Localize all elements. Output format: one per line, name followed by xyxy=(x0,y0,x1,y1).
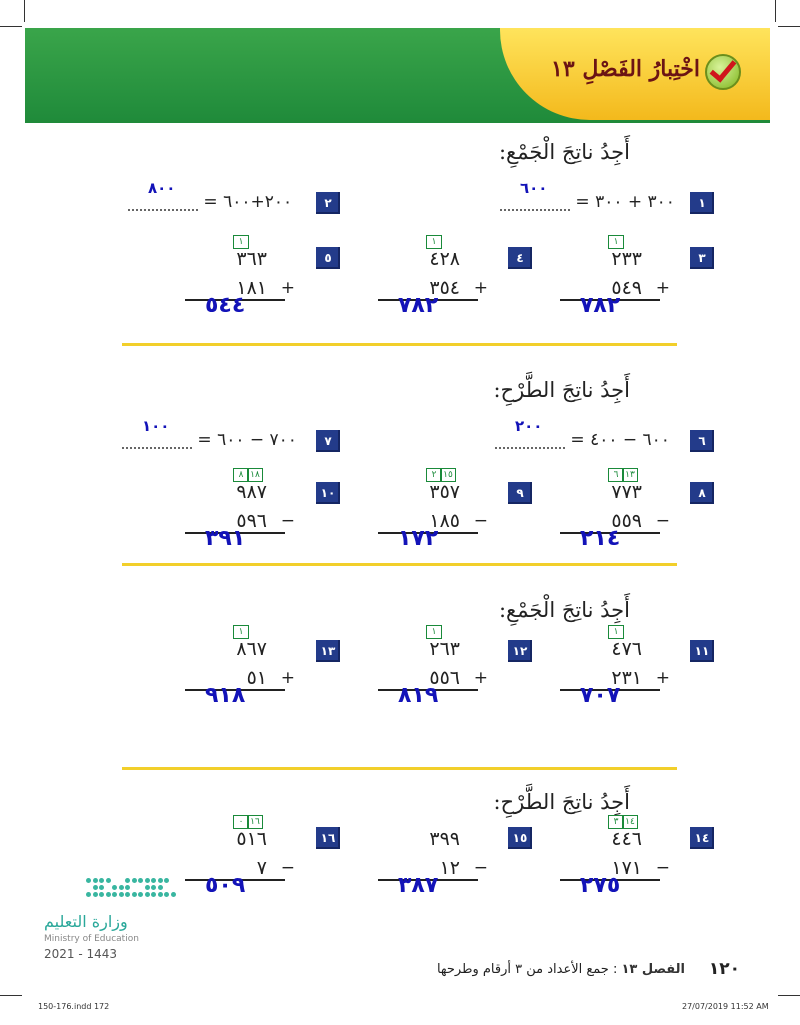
file-name: 150-176.indd 172 xyxy=(38,1002,110,1011)
operator: − xyxy=(473,858,488,878)
logo-dot xyxy=(93,885,98,890)
section-heading: أَجِدُ ناتِجَ الطَّرْحِ: xyxy=(493,378,630,402)
horizontal-problem xyxy=(500,179,675,212)
logo-dot xyxy=(119,892,124,897)
vertical-problem xyxy=(560,625,670,710)
section-divider xyxy=(122,767,677,770)
problem-number-badge: ٣ xyxy=(690,247,714,269)
problem-number-badge: ١٦ xyxy=(316,827,340,849)
bottom-number: ٧ xyxy=(256,857,267,879)
crop-mark xyxy=(778,995,800,996)
top-number: ٨٦٧ xyxy=(236,638,267,660)
section-heading: أَجِدُ ناتِجَ الْجَمْعِ: xyxy=(498,140,630,164)
logo-dot xyxy=(138,878,143,883)
logo-dot xyxy=(164,878,169,883)
regroup-box: ١ xyxy=(426,625,442,639)
expression: ٣٠٠ + ٣٠٠ = xyxy=(575,192,675,212)
bottom-number: ٥٥٩ xyxy=(611,510,642,532)
bottom-number: ١٨١ xyxy=(236,277,267,299)
bottom-number: ٥٤٩ xyxy=(611,277,642,299)
logo-dot xyxy=(132,878,137,883)
problem-number-badge: ١٠ xyxy=(316,482,340,504)
answer[interactable]: ١٧٢ xyxy=(398,526,439,551)
problem-number-badge: ١٥ xyxy=(508,827,532,849)
answer[interactable]: ٨١٩ xyxy=(398,683,439,708)
expression: ٢٠٠+٦٠٠ = xyxy=(203,192,293,212)
vertical-problem xyxy=(560,468,670,553)
logo-dot xyxy=(151,892,156,897)
ministry-name-en: Ministry of Education xyxy=(44,934,139,944)
logo-dot xyxy=(151,885,156,890)
vertical-problem xyxy=(378,815,488,900)
answer-line[interactable] xyxy=(500,179,570,211)
vertical-problem xyxy=(378,235,488,320)
operator: − xyxy=(280,858,295,878)
vertical-problem xyxy=(185,625,295,710)
bottom-number: ٥٥٦ xyxy=(429,667,460,689)
top-number: ٣٦٣ xyxy=(236,248,267,270)
answer-line[interactable] xyxy=(122,417,192,449)
bottom-number: ١٧١ xyxy=(611,857,642,879)
problem-number-badge: ٢ xyxy=(316,192,340,214)
logo-dot xyxy=(125,885,130,890)
top-number: ٤٢٨ xyxy=(429,248,460,270)
logo-dot xyxy=(151,878,156,883)
ministry-name-ar: وزارة التعليم xyxy=(44,912,128,931)
operator: − xyxy=(280,511,295,531)
answer-line[interactable] xyxy=(495,417,565,449)
horizontal-problem xyxy=(122,417,297,450)
bottom-number: ٣٥٤ xyxy=(429,277,460,299)
logo-dot xyxy=(145,878,150,883)
top-number: ٢٦٣ xyxy=(429,638,460,660)
logo-dot xyxy=(93,892,98,897)
regroup-box: ١٥ xyxy=(440,468,456,482)
chapter-label: الفصل ١٣ xyxy=(621,962,685,977)
answer: ١٠٠ xyxy=(142,417,170,435)
answer[interactable]: ٥٤٤ xyxy=(205,293,246,318)
top-number: ٥١٦ xyxy=(236,828,267,850)
logo-dot xyxy=(164,892,169,897)
logo-dot xyxy=(158,885,163,890)
operator: − xyxy=(473,511,488,531)
operator: − xyxy=(655,511,670,531)
answer[interactable]: ٢١٤ xyxy=(580,526,621,551)
logo-dot xyxy=(112,892,117,897)
top-number: ٢٣٣ xyxy=(611,248,642,270)
vertical-problem xyxy=(378,625,488,710)
page-title: اخْتِبارُ الفَصْلِ ١٣ xyxy=(551,56,700,82)
edition-year: 2021 - 1443 xyxy=(44,947,118,961)
vertical-problem xyxy=(378,468,488,553)
answer[interactable]: ٣٨٧ xyxy=(398,873,439,898)
checkmark-icon xyxy=(705,54,741,90)
logo-dot xyxy=(112,885,117,890)
regroup-box: ١ xyxy=(608,625,624,639)
crop-mark xyxy=(0,26,22,27)
regroup-box: ١ xyxy=(233,625,249,639)
section-heading: أَجِدُ ناتِجَ الطَّرْحِ: xyxy=(493,790,630,814)
regroup-box: ١٨ xyxy=(247,468,263,482)
logo-dot xyxy=(99,885,104,890)
logo-dot xyxy=(145,885,150,890)
operator: + xyxy=(280,278,295,298)
regroup-box: ١٣ xyxy=(622,468,638,482)
bottom-number: ١٢ xyxy=(439,857,460,879)
answer[interactable]: ٧٠٧ xyxy=(580,683,621,708)
logo-dot xyxy=(132,892,137,897)
answer[interactable]: ٧٨٢ xyxy=(580,293,621,318)
answer: ٨٠٠ xyxy=(148,179,176,197)
logo-dot xyxy=(106,892,111,897)
operator: + xyxy=(473,278,488,298)
problem-number-badge: ١٤ xyxy=(690,827,714,849)
expression: ٧٠٠ − ٦٠٠ = xyxy=(197,430,297,450)
problem-number-badge: ١٢ xyxy=(508,640,532,662)
operator: + xyxy=(655,668,670,688)
answer[interactable]: ٣٩١ xyxy=(205,526,246,551)
regroup-box: ٠ xyxy=(233,815,249,829)
answer: ٢٠٠ xyxy=(515,417,543,435)
expression: ٦٠٠ − ٤٠٠ = xyxy=(570,430,670,450)
operator: + xyxy=(280,668,295,688)
problem-number-badge: ٦ xyxy=(690,430,714,452)
regroup-box: ١ xyxy=(233,235,249,249)
logo-dot xyxy=(145,892,150,897)
logo-dot xyxy=(125,878,130,883)
problem-number-badge: ٤ xyxy=(508,247,532,269)
operator: − xyxy=(655,858,670,878)
regroup-box: ٦ xyxy=(608,468,624,482)
vertical-problem xyxy=(185,815,295,900)
logo-dot xyxy=(86,878,91,883)
crop-mark xyxy=(24,0,25,22)
logo-dot xyxy=(171,892,176,897)
logo-dot xyxy=(125,892,130,897)
problem-number-badge: ١١ xyxy=(690,640,714,662)
logo-dot xyxy=(106,878,111,883)
regroup-box: ١٦ xyxy=(247,815,263,829)
top-number: ٣٥٧ xyxy=(429,481,460,503)
logo-dot xyxy=(138,892,143,897)
bottom-number: ٥١ xyxy=(246,667,267,689)
problem-number-badge: ١ xyxy=(690,192,714,214)
operator: + xyxy=(655,278,670,298)
logo-dot xyxy=(99,892,104,897)
bottom-number: ٢٣١ xyxy=(611,667,642,689)
logo-dot xyxy=(99,878,104,883)
problem-number-badge: ١٣ xyxy=(316,640,340,662)
problem-number-badge: ٧ xyxy=(316,430,340,452)
answer-line[interactable] xyxy=(128,179,198,211)
logo-dot xyxy=(158,892,163,897)
top-number: ٤٤٦ xyxy=(611,828,642,850)
vertical-problem xyxy=(185,235,295,320)
answer[interactable]: ٢٧٥ xyxy=(580,873,621,898)
crop-mark xyxy=(775,0,776,22)
top-number: ٩٨٧ xyxy=(236,481,267,503)
vertical-problem xyxy=(185,468,295,553)
section-divider xyxy=(122,343,677,346)
section-heading: أَجِدُ ناتِجَ الْجَمْعِ: xyxy=(498,598,630,622)
regroup-box: ٨ xyxy=(233,468,249,482)
vertical-problem xyxy=(560,815,670,900)
answer[interactable]: ٩١٨ xyxy=(205,683,246,708)
regroup-box: ٣ xyxy=(608,815,624,829)
chapter-footer xyxy=(437,962,685,977)
logo-dot xyxy=(86,892,91,897)
logo-dot xyxy=(93,878,98,883)
problem-number-badge: ٩ xyxy=(508,482,532,504)
answer[interactable]: ٧٨٢ xyxy=(398,293,439,318)
regroup-box: ١٤ xyxy=(622,815,638,829)
horizontal-problem xyxy=(128,179,293,212)
vertical-problem xyxy=(560,235,670,320)
answer[interactable]: ٥٠٩ xyxy=(205,873,246,898)
logo-dot xyxy=(119,885,124,890)
bottom-number: ٥٩٦ xyxy=(236,510,267,532)
top-number: ٣٩٩ xyxy=(429,828,460,850)
crop-mark xyxy=(0,995,22,996)
page-number: ١٢٠ xyxy=(708,959,740,979)
regroup-box: ٢ xyxy=(426,468,442,482)
problem-number-badge: ٨ xyxy=(690,482,714,504)
bottom-number: ١٨٥ xyxy=(429,510,460,532)
operator: + xyxy=(473,668,488,688)
print-timestamp: 27/07/2019 11:52 AM xyxy=(682,1002,769,1011)
horizontal-problem xyxy=(495,417,670,450)
regroup-box: ١ xyxy=(608,235,624,249)
problem-number-badge: ٥ xyxy=(316,247,340,269)
crop-mark xyxy=(778,26,800,27)
top-number: ٤٧٦ xyxy=(611,638,642,660)
logo-dot xyxy=(158,878,163,883)
regroup-box: ١ xyxy=(426,235,442,249)
chapter-title: : جمع الأعداد من ٣ أرقام وطرحها xyxy=(436,962,618,977)
top-number: ٧٧٣ xyxy=(611,481,642,503)
section-divider xyxy=(122,563,677,566)
answer: ٦٠٠ xyxy=(520,179,548,197)
